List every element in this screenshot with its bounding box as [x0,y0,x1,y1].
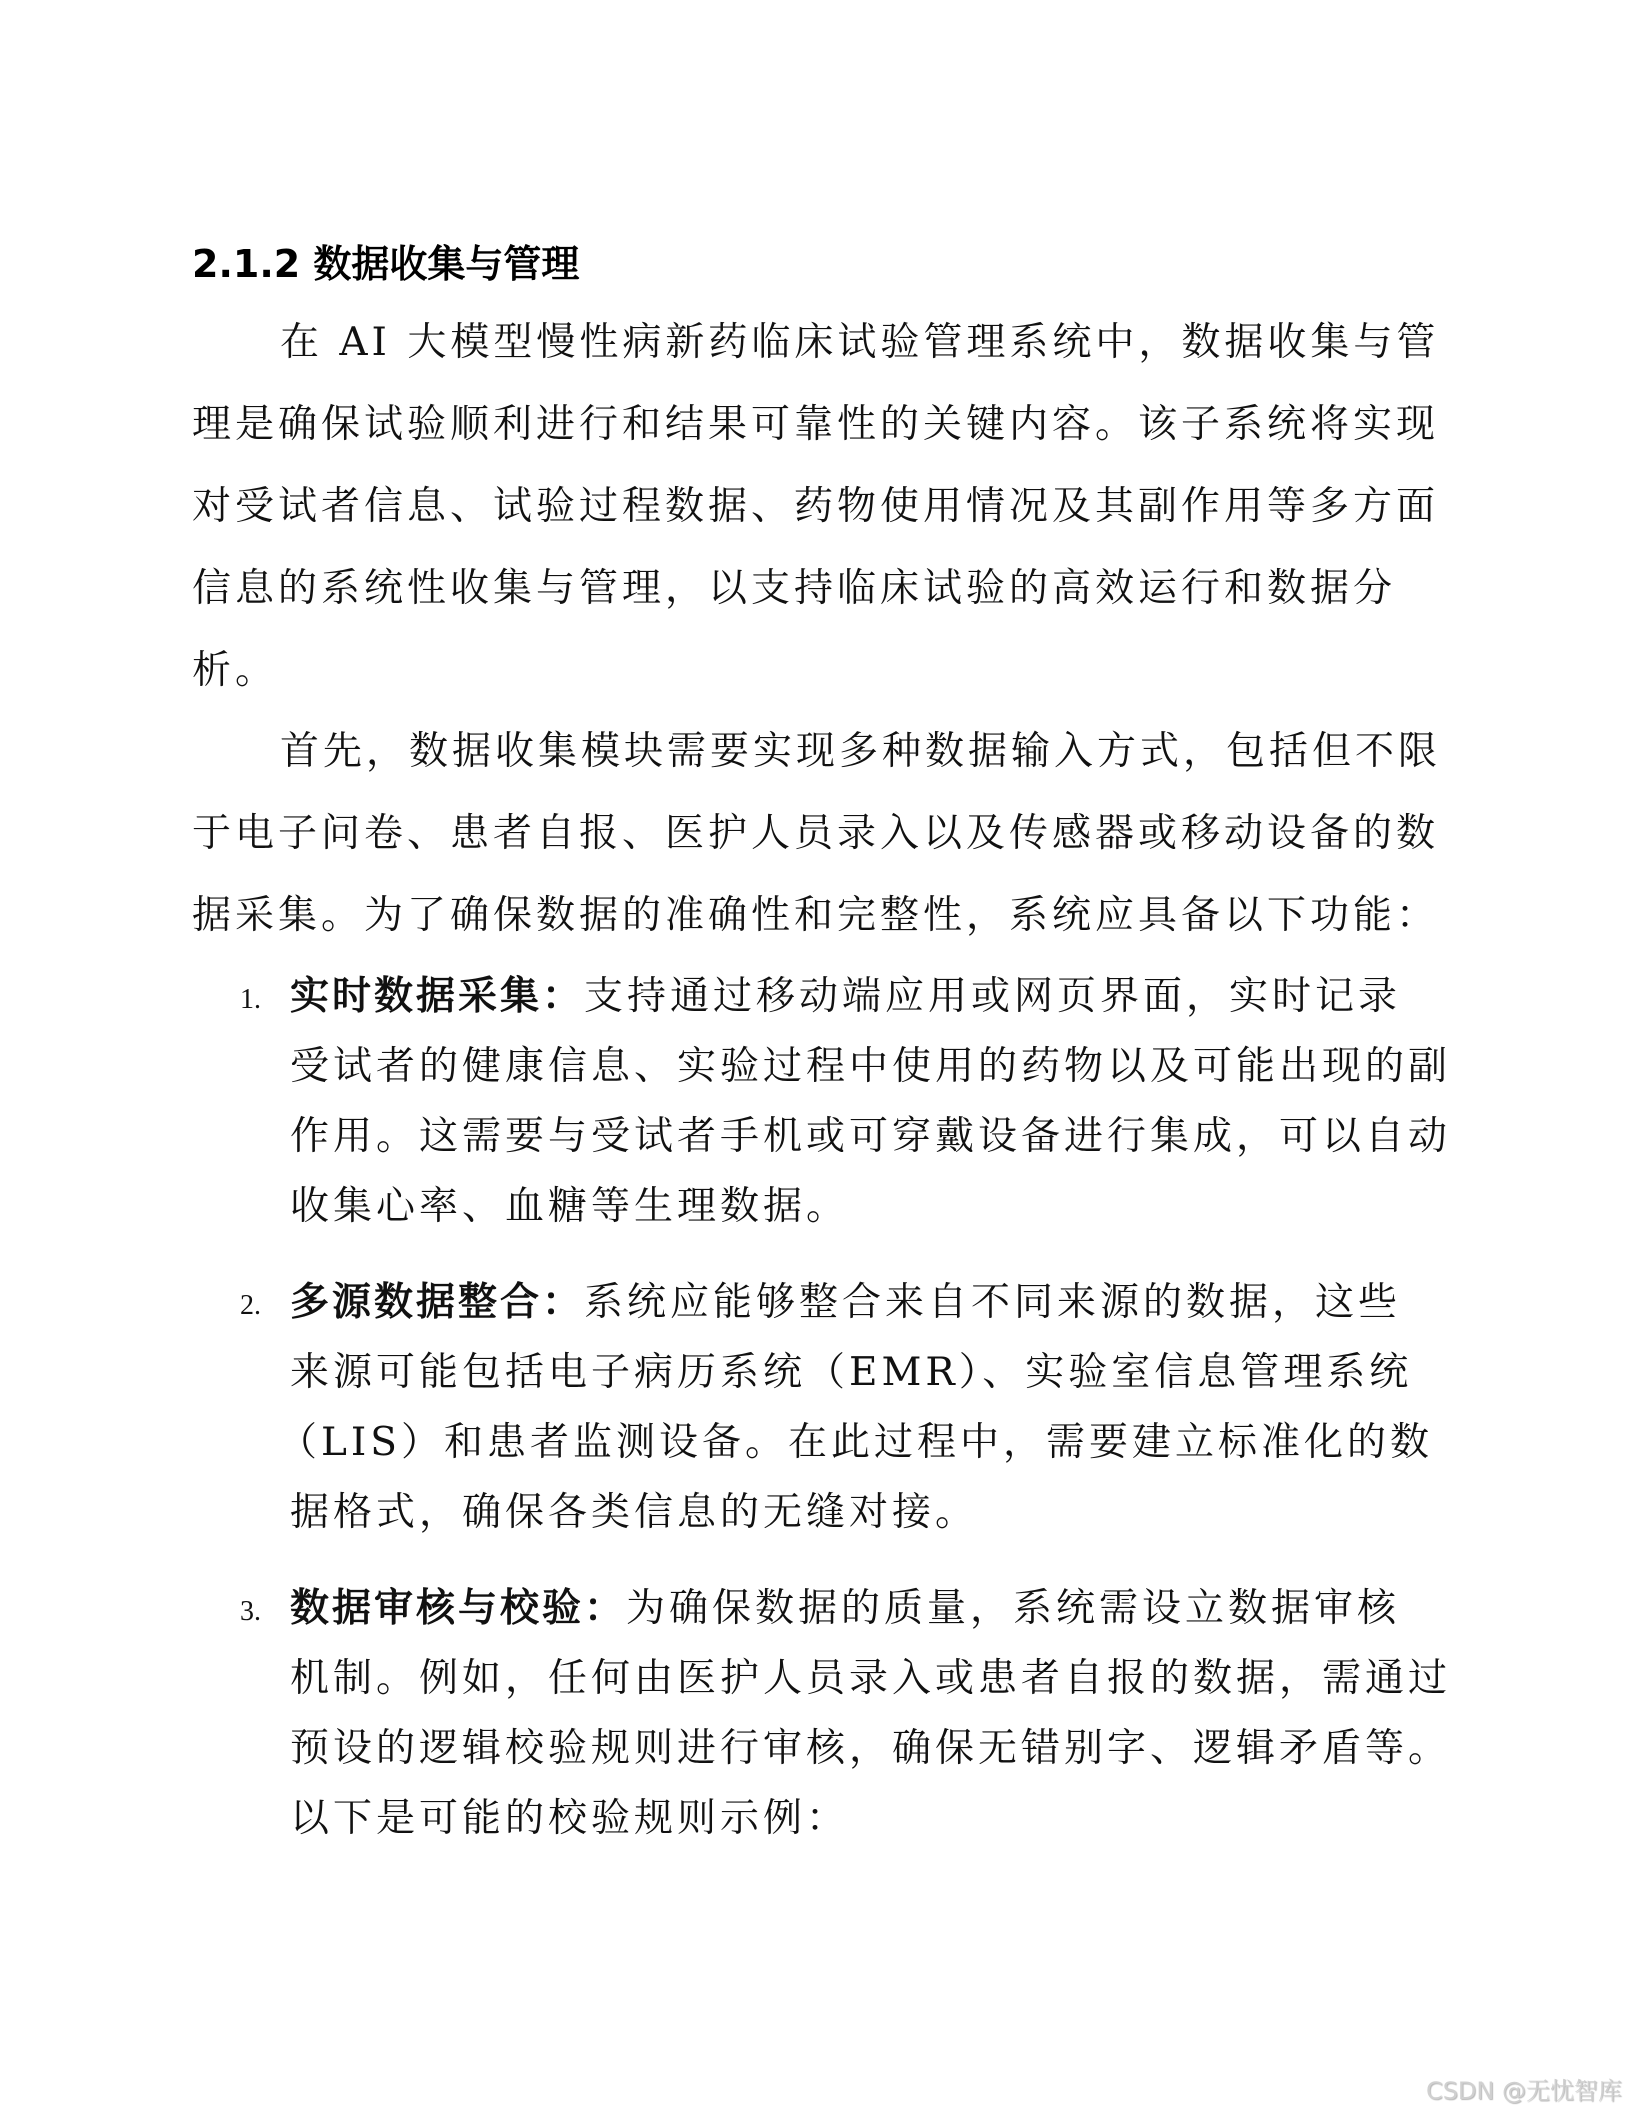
list-line: 机制。例如，任何由医护人员录入或患者自报的数据，需通过 [290,1656,1452,1701]
paragraph-line: 信息的系统性收集与管理，以支持临床试验的高效运行和数据分 [192,566,1397,611]
list-line: 作用。这需要与受试者手机或可穿戴设备进行集成，可以自动 [290,1114,1452,1159]
paragraph-line: 理是确保试验顺利进行和结果可靠性的关键内容。该子系统将实现 [192,402,1440,447]
list-line: 预设的逻辑校验规则进行审核，确保无错别字、逻辑矛盾等。 [290,1726,1452,1771]
list-item-text: 为确保数据的质量，系统需设立数据审核 [626,1586,1401,1631]
list-first-line [290,972,1401,1022]
list-item-text: 系统应能够整合来自不同来源的数据，这些 [584,1280,1402,1325]
list-item-title: 多源数据整合： [290,1280,585,1325]
paragraph-line: 在 AI 大模型慢性病新药临床试验管理系统中，数据收集与管 [280,320,1440,365]
list-line: 收集心率、血糖等生理数据。 [290,1184,850,1229]
paragraph-line: 于电子问卷、患者自报、医护人员录入以及传感器或移动设备的数 [192,811,1440,856]
paragraph-line: 首先，数据收集模块需要实现多种数据输入方式，包括但不限 [280,729,1442,774]
section-heading: 2.1.2 数据收集与管理 [192,242,580,286]
list-number: 2. [240,1290,261,1321]
paragraph-line: 析。 [192,648,279,693]
list-number: 3. [240,1596,261,1627]
list-item-text: 支持通过移动端应用或网页界面，实时记录 [584,974,1402,1019]
list-line: 据格式，确保各类信息的无缝对接。 [290,1490,979,1535]
paragraph-line: 据采集。为了确保数据的准确性和完整性，系统应具备以下功能： [192,893,1440,938]
list-item-title: 实时数据采集： [290,974,585,1019]
list-number: 1. [240,984,261,1015]
list-item-title: 数据审核与校验： [290,1586,627,1631]
list-line: 以下是可能的校验规则示例： [290,1796,850,1841]
list-line: 来源可能包括电子病历系统（EMR）、实验室信息管理系统 [290,1350,1413,1395]
watermark: CSDN @无忧智库 [1425,2077,1622,2105]
list-line: 受试者的健康信息、实验过程中使用的药物以及可能出现的副 [290,1044,1452,1089]
list-first-line [290,1278,1401,1328]
paragraph-line: 对受试者信息、试验过程数据、药物使用情况及其副作用等多方面 [192,484,1440,529]
list-line: （LIS）和患者监测设备。在此过程中，需要建立标准化的数 [278,1420,1434,1465]
list-first-line [290,1584,1400,1634]
